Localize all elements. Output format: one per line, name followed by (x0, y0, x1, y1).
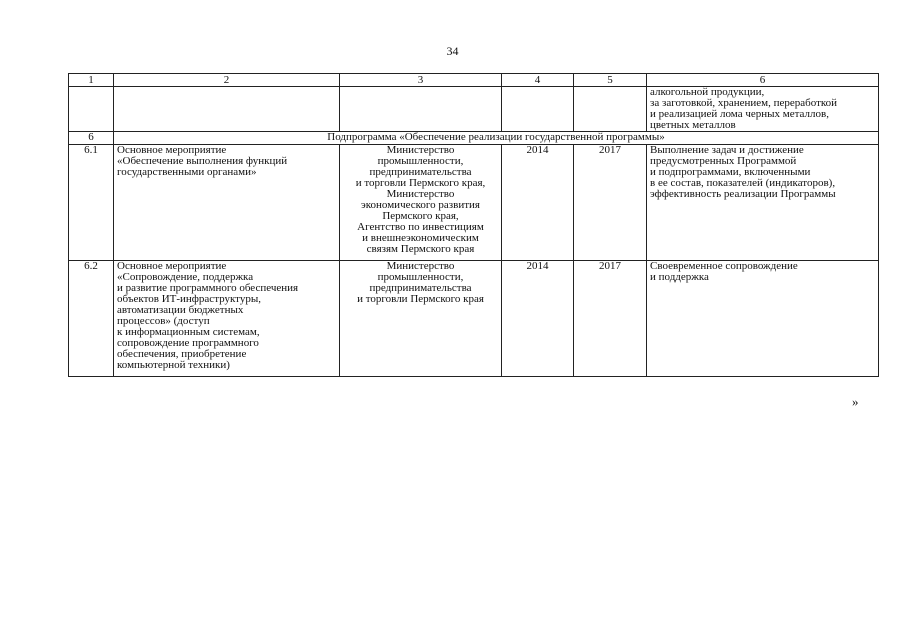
header-col-2: 2 (114, 74, 340, 87)
continuation-row (69, 87, 879, 132)
row-number: 6.2 (69, 261, 114, 377)
executor-cell: Министерство промышленности, предпринимательства и торговли Пермского края (340, 261, 502, 377)
header-col-6: 6 (647, 74, 879, 87)
row-number: 6.1 (69, 145, 114, 261)
end-year-cell: 2017 (574, 145, 647, 261)
result-cell: Своевременное сопровождение и поддержка (647, 261, 879, 377)
end-year-cell: 2017 (574, 261, 647, 377)
subprogram-title: Подпрограмма «Обеспечение реализации государственной программы» (114, 132, 879, 145)
program-activities-table (68, 73, 879, 377)
result-cell: Выполнение задач и достижение предусмотренных Программой и подпрограммами, включенными в ее состав, показателей (индикаторов), эффективность реализации Программы (647, 145, 879, 261)
cell-empty (574, 87, 647, 132)
executor-cell: Министерство промышленности, предпринимательства и торговли Пермского края, Министерство экономического развития Пермского края, Агентство по инвестициям и внешнеэкономическим связям Пермского края (340, 145, 502, 261)
cell-empty (340, 87, 502, 132)
start-year-cell: 2014 (502, 261, 574, 377)
header-col-1: 1 (69, 74, 114, 87)
table-header-row (69, 74, 879, 87)
activity-cell: Основное мероприятие «Сопровождение, поддержка и развитие программного обеспечения объектов ИТ-инфраструктуры, автоматизации бюджетных процессов» (доступ к информационным системам, сопровождение программного обеспечения, приобретение компьютерной техники) (114, 261, 340, 377)
header-col-5: 5 (574, 74, 647, 87)
cell-empty (69, 87, 114, 132)
start-year-cell: 2014 (502, 145, 574, 261)
header-col-4: 4 (502, 74, 574, 87)
table-row (69, 145, 879, 261)
header-col-3: 3 (340, 74, 502, 87)
activity-cell: Основное мероприятие «Обеспечение выполнения функций государственными органами» (114, 145, 340, 261)
continuation-result-cell: алкогольной продукции, за заготовкой, хранением, переработкой и реализацией лома черных металлов, цветных металлов (647, 87, 879, 132)
subprogram-row (69, 132, 879, 145)
cell-empty (114, 87, 340, 132)
table-row (69, 261, 879, 377)
closing-quote-mark: » (852, 394, 859, 409)
page-number: 34 (446, 44, 459, 58)
subprogram-number: 6 (69, 132, 114, 145)
cell-empty (502, 87, 574, 132)
